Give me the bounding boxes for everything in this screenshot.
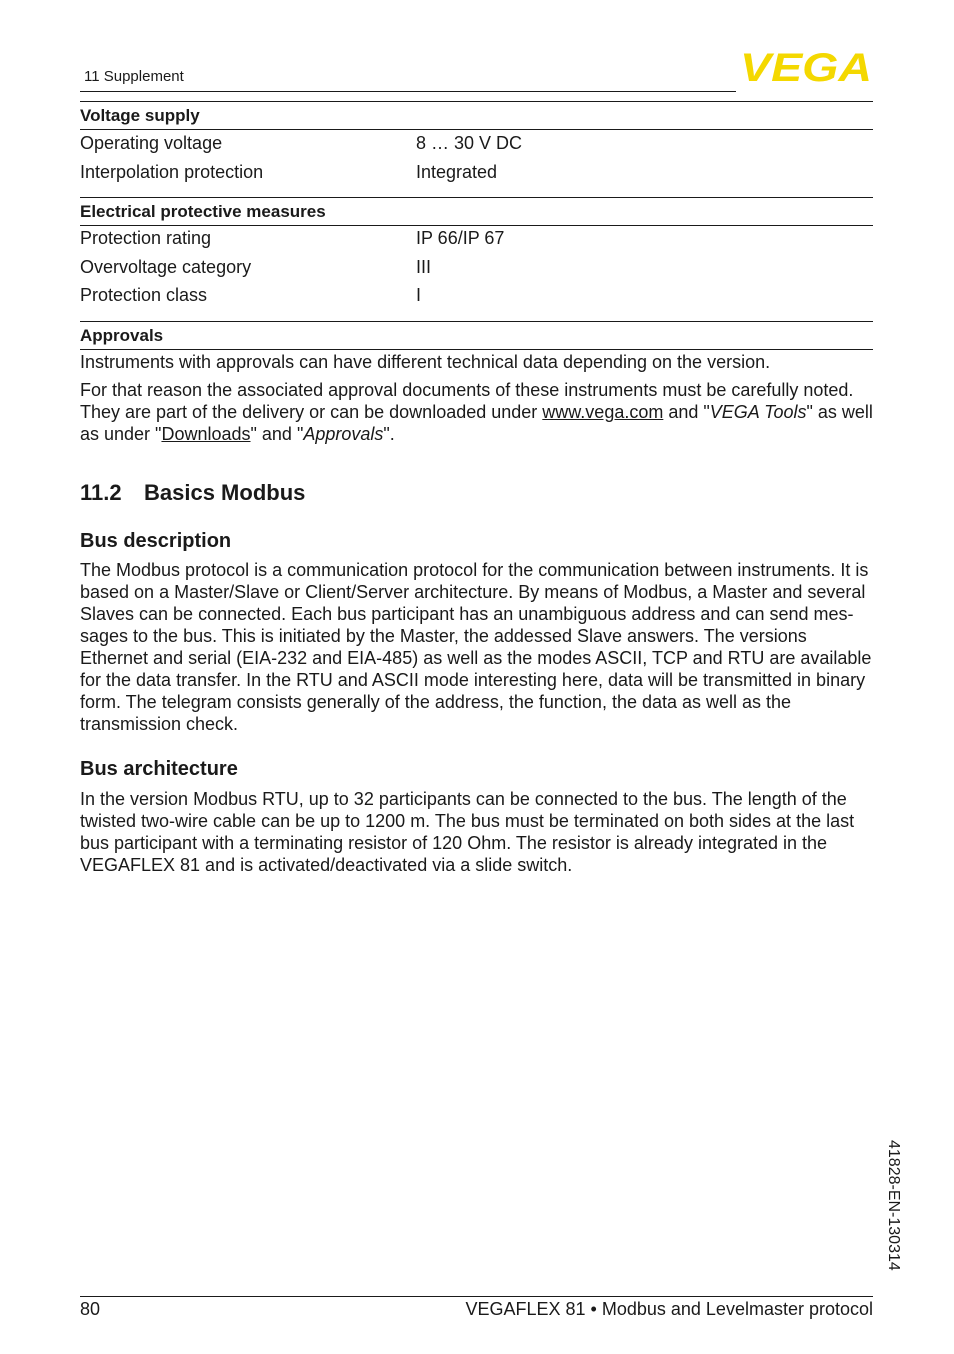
- bus-description-text: The Modbus protocol is a communication protocol for the communication between instruments. It is based on a Master/Slave or Client/Server architecture. By means of Modbus, a Master and several Slaves can be connected. Each bus participant has an unambiguous address and can send mes-sages to the bus. This is initiated by the Master, the addessed Slave answers. The versions Ethernet and serial (EIA-232 and EIA-485) as well as the modes ASCII, TCP and RTU are available for the data transfer. In the RTU and ASCII mode interesting here, data will be transmitted in binary form. The telegram consists generally of the address, the function, the data as well as the transmission check.: [80, 560, 872, 734]
- section-number: 11.2: [80, 480, 122, 505]
- table-row: [80, 160, 873, 184]
- row-value: IP 66/IP 67: [416, 228, 505, 248]
- row-label: Protection rating: [80, 228, 212, 248]
- section-heading: [80, 480, 305, 506]
- bus-architecture-text: In the version Modbus RTU, up to 32 participants can be connected to the bus. The length of the twisted two-wire cable can be up to 1200 m. The bus must be terminated on both sides at the last bus participant with a terminating resistor of 120 Ohm. The resistor is already integrated in the VEGAFLEX 81 and is activated/deactivated via a slide switch.: [80, 789, 855, 875]
- row-label: Interpolation protection: [80, 162, 264, 182]
- row-label: Protection class: [80, 285, 208, 305]
- logo-text: VEGA: [740, 50, 872, 84]
- document-id: 41828-EN-130314: [885, 1140, 902, 1271]
- electrical-measures-heading: Electrical protective measures: [80, 197, 873, 226]
- page-number: 80: [80, 1299, 101, 1319]
- bus-description-heading: Bus description: [80, 530, 232, 552]
- row-label: Operating voltage: [80, 133, 223, 153]
- table-row: [80, 283, 873, 307]
- footer-title: VEGAFLEX 81 • Modbus and Levelmaster protocol: [465, 1299, 873, 1319]
- row-value: I: [416, 285, 422, 305]
- row-value: III: [416, 257, 432, 277]
- bus-architecture-heading: Bus architecture: [80, 758, 238, 780]
- approvals-paragraph-2: For that reason the associated approval documents of these instruments must be carefully noted. They are part of the delivery or can be downloaded under www.vega.com and "VEGA Tools" as well as under "Downloads" and "Approvals".: [80, 380, 873, 444]
- row-label: Overvoltage category: [80, 257, 252, 277]
- voltage-supply-heading: Voltage supply: [80, 101, 873, 130]
- table-row: [80, 131, 873, 155]
- vega-logo: [740, 50, 874, 84]
- vega-website-link[interactable]: www.vega.com: [542, 402, 664, 422]
- downloads-link[interactable]: Downloads: [161, 424, 251, 444]
- row-value: 8 … 30 V DC: [416, 133, 523, 153]
- header-rule: [80, 91, 736, 92]
- approvals-heading: Approvals: [80, 321, 873, 350]
- row-value: Integrated: [416, 162, 498, 182]
- chapter-label: 11 Supplement: [84, 68, 184, 85]
- section-title: Basics Modbus: [144, 480, 306, 505]
- table-row: [80, 226, 873, 250]
- table-row: [80, 255, 873, 279]
- approvals-paragraph-1: Instruments with approvals can have different technical data depending on the version.: [80, 352, 771, 372]
- footer-rule: [80, 1296, 873, 1297]
